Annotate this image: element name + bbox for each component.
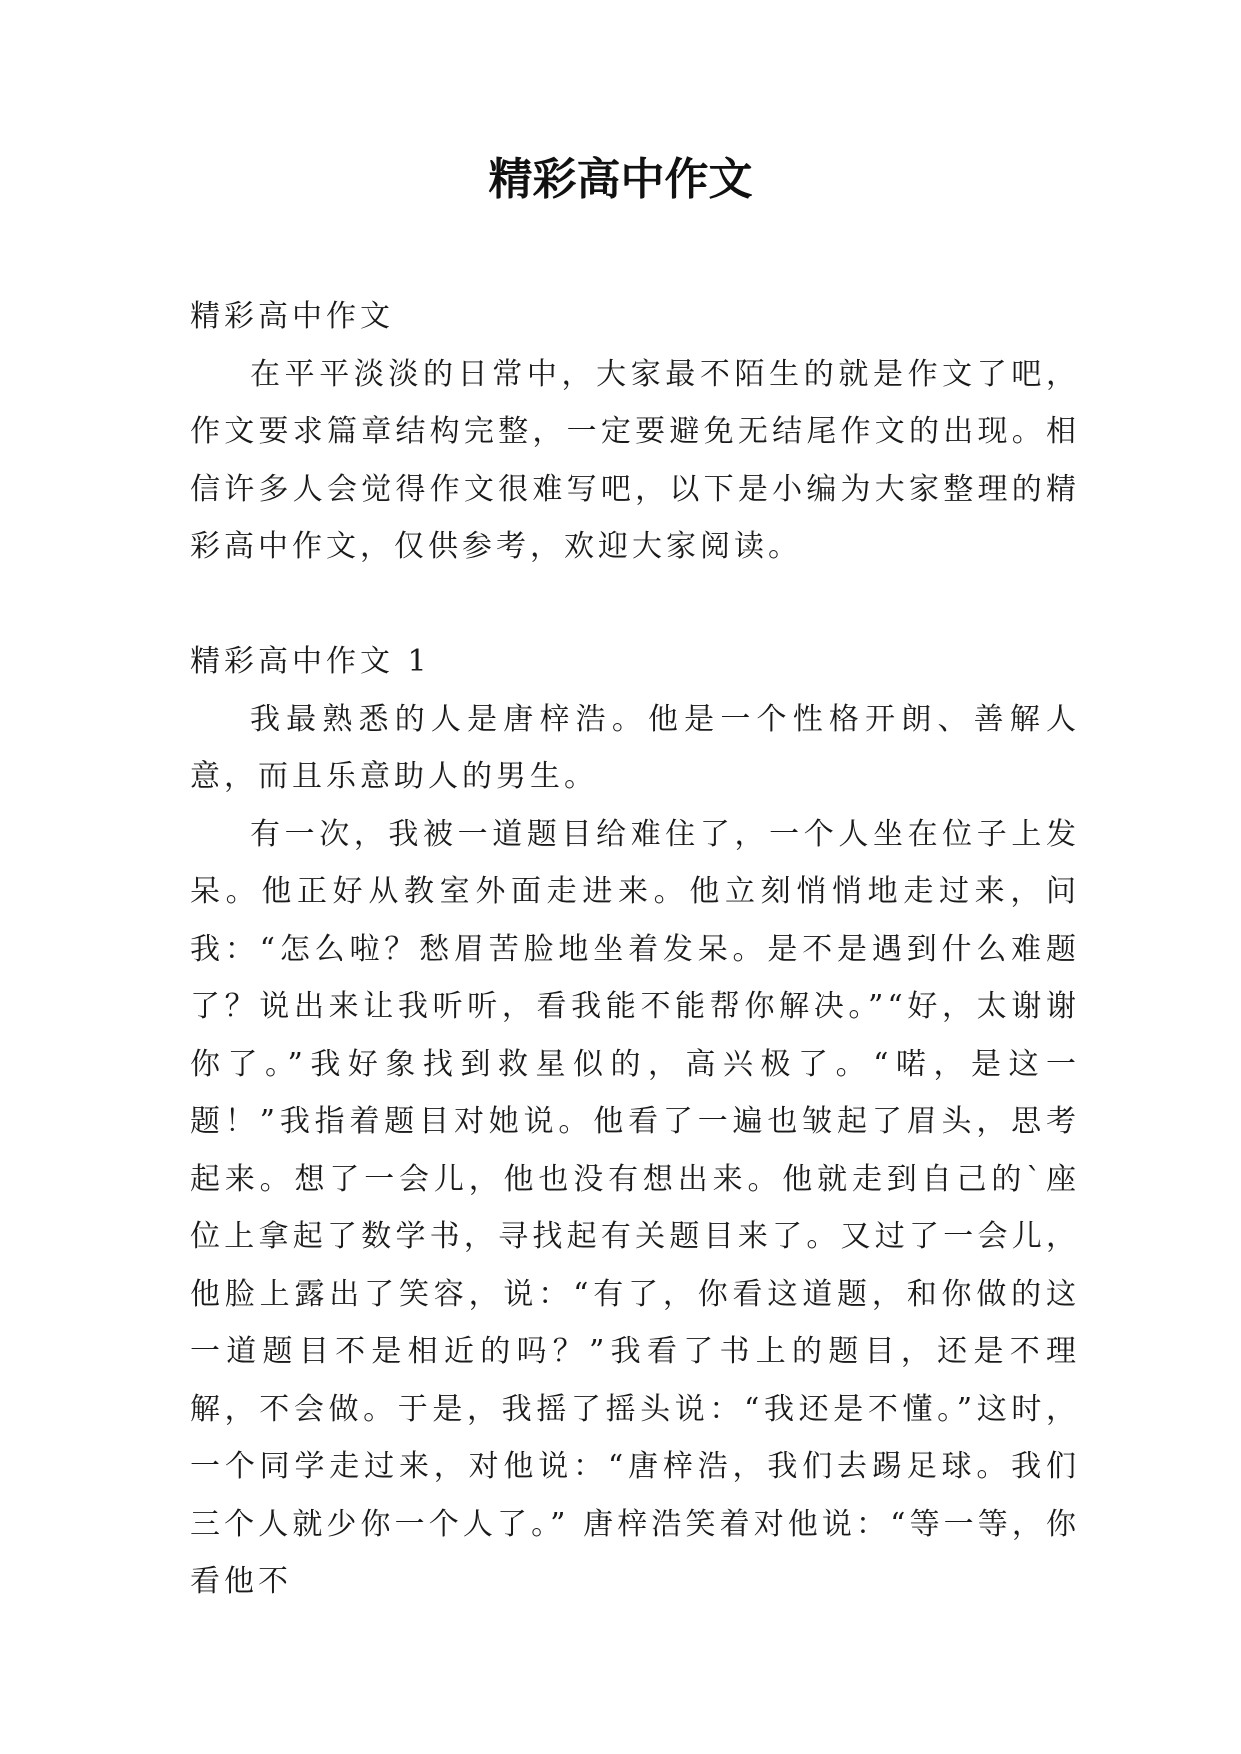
document-body xyxy=(190,288,1080,1611)
intro-paragraph: 在平平淡淡的日常中，大家最不陌生的就是作文了吧，作文要求篇章结构完整，一定要避免无结尾作文的出现。相信许多人会觉得作文很难写吧，以下是小编为大家整理的精彩高中作文，仅供参考，欢迎大家阅读。 xyxy=(190,356,1080,564)
section1-paragraph-1: 我最熟悉的人是唐梓浩。他是一个性格开朗、善解人意，而且乐意助人的男生。 xyxy=(190,701,1080,794)
section1-paragraph-2: 有一次，我被一道题目给难住了，一个人坐在位子上发呆。他正好从教室外面走进来。他立刻悄悄地走过来，问我：“怎么啦？愁眉苦脸地坐着发呆。是不是遇到什么难题了？说出来让我听听，看我能不能帮你解决。”“好，太谢谢你了。”我好象找到救星似的，高兴极了。“喏，是这一题！”我指着题目对她说。他看了一遍也皱起了眉头，思考起来。想了一会儿，他也没有想出来。他就走到自己的`座位上拿起了数学书，寻找起有关题目来了。又过了一会儿，他脸上露出了笑容，说：“有了，你看这道题，和你做的这一道题目不是相近的吗？”我看了书上的题目，还是不理解，不会做。于是，我摇了摇头说：“我还是不懂。”这时，一个同学走过来，对他说：“唐梓浩，我们去踢足球。我们三个人就少你一个人了。” 唐梓浩笑着对他说：“等一等，你看他不 xyxy=(190,816,1080,1599)
section-heading-1: 精彩高中作文 1 xyxy=(190,644,431,679)
intro-heading: 精彩高中作文 xyxy=(190,299,394,334)
section-spacer xyxy=(190,576,1080,634)
document-title: 精彩高中作文 xyxy=(488,154,753,205)
